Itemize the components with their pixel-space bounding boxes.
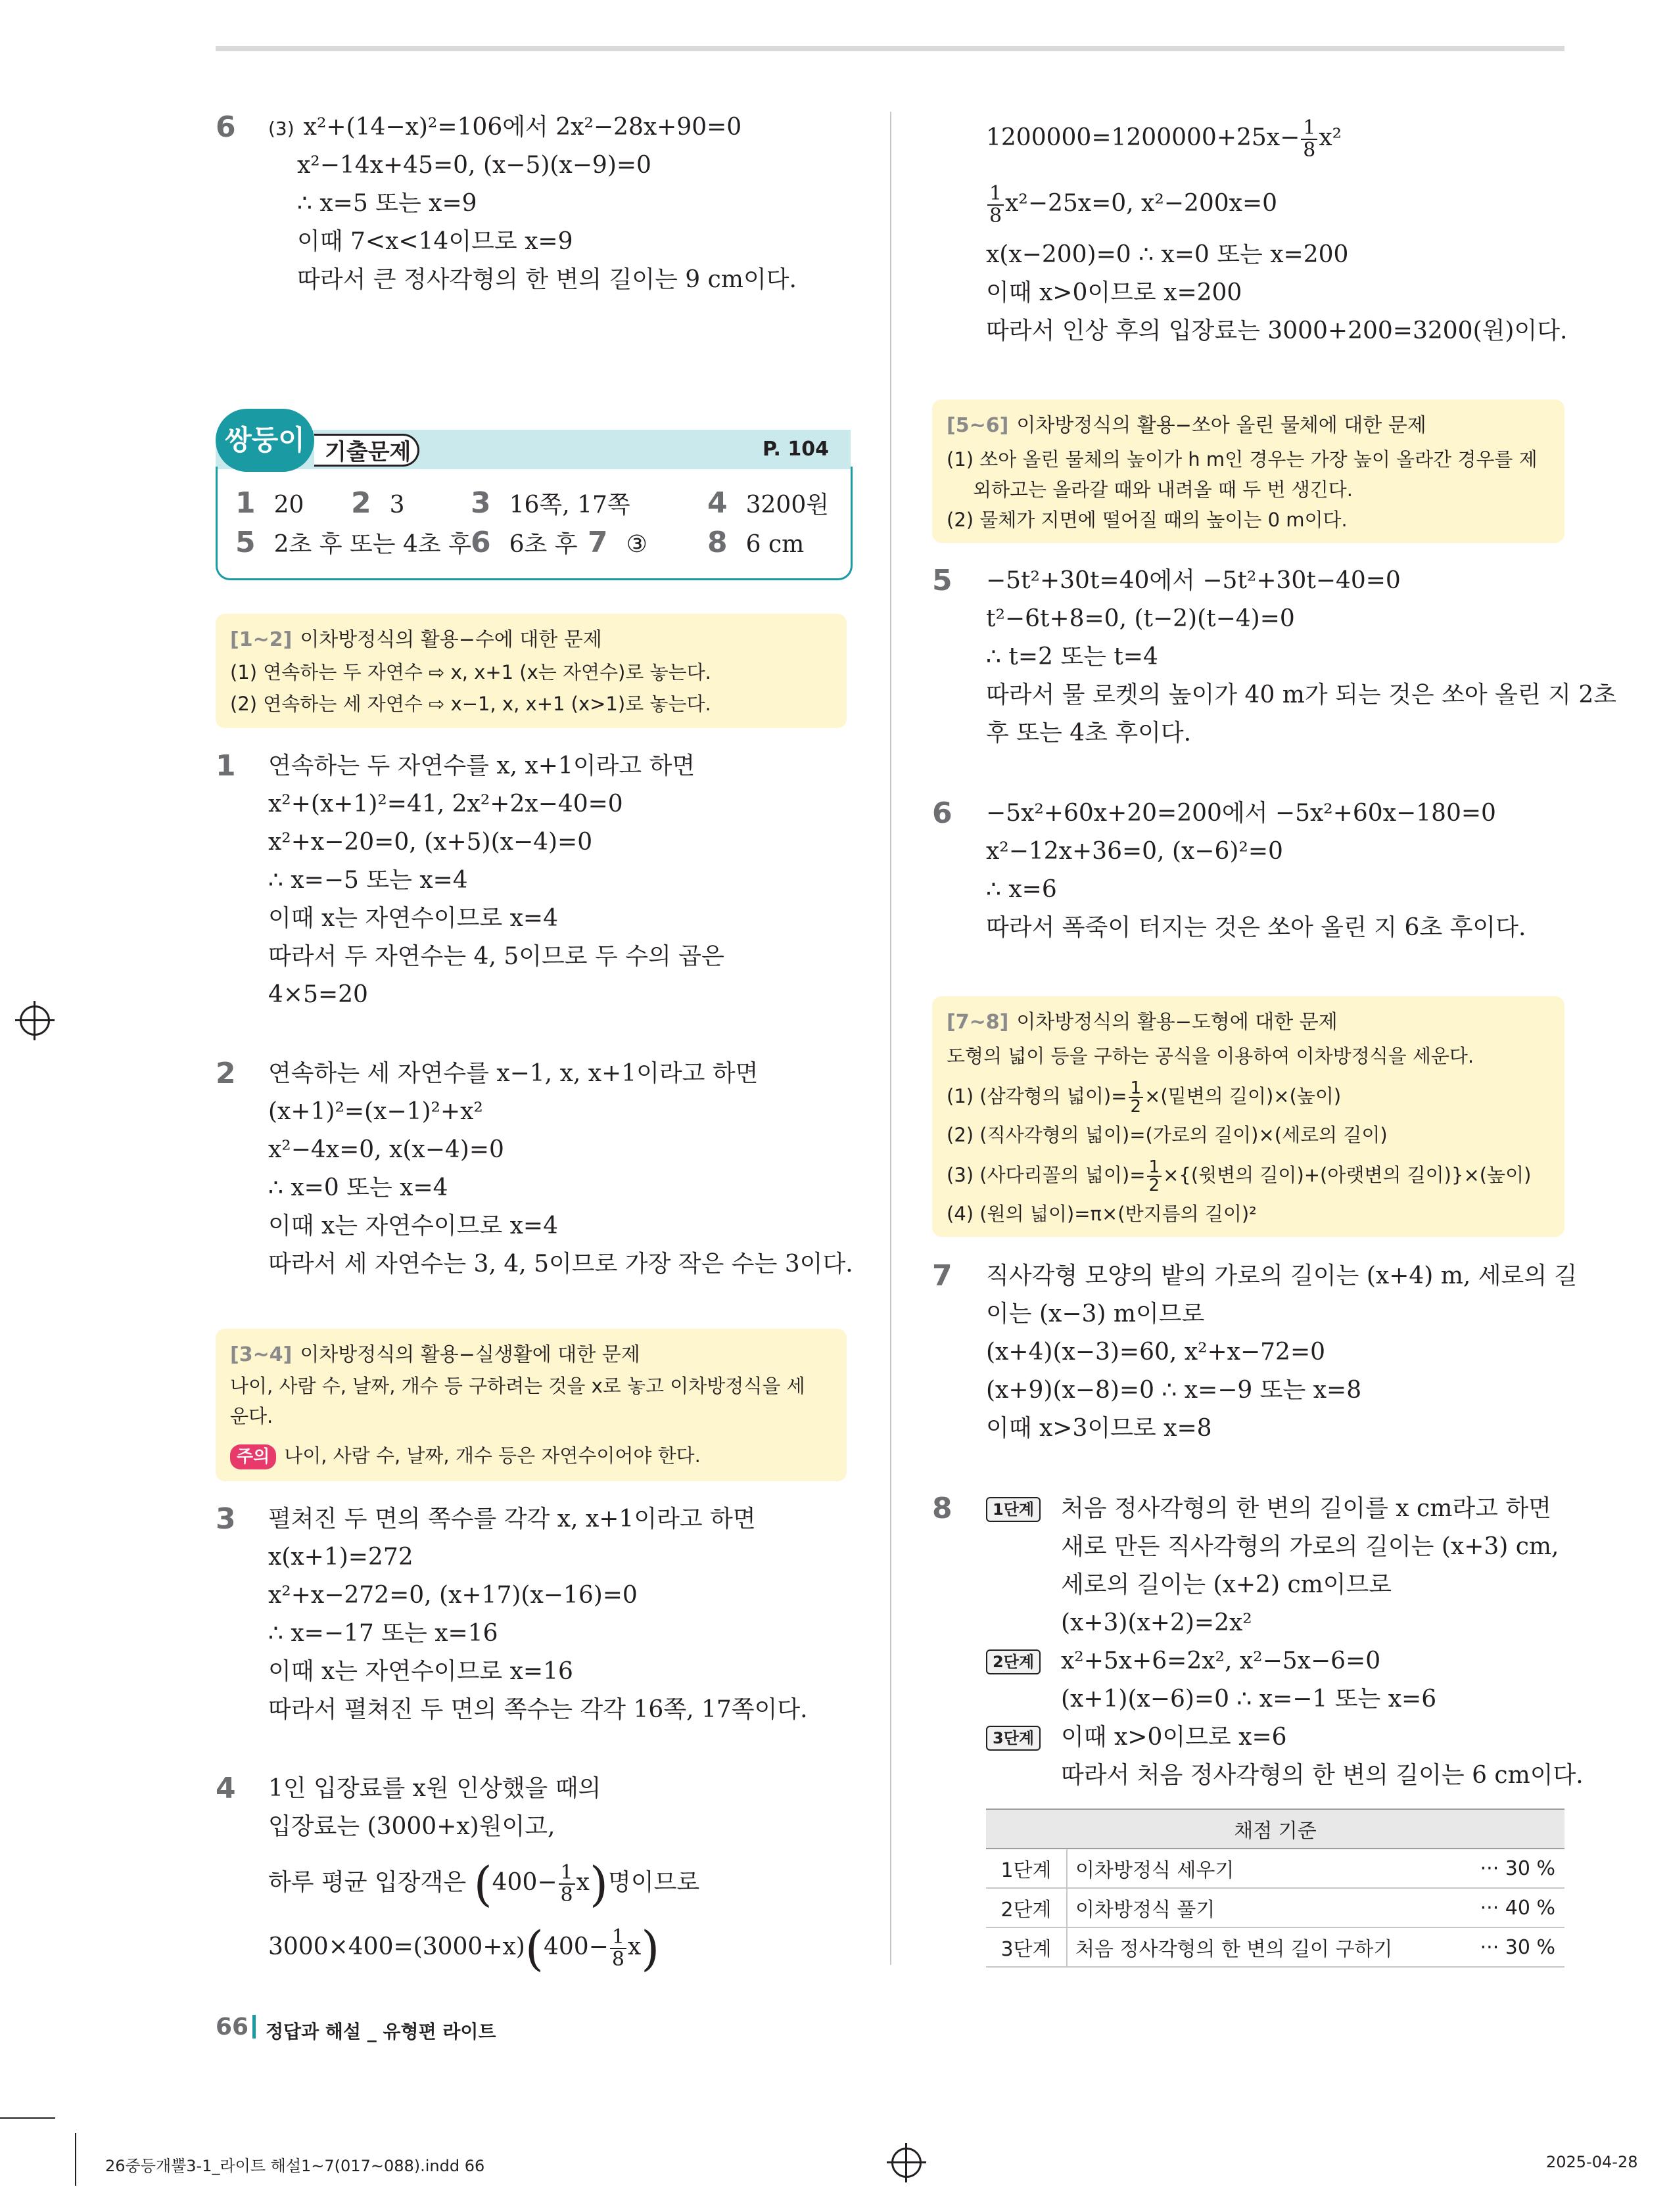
crop-mark [75,2133,76,2186]
solution-line: 3000×400=(3000+x)(400− $\frac{1}{8}$ x) [268,1921,660,1976]
solution-line: ∴ x=6 [986,876,1057,903]
solution-line: 따라서 세 자연수는 3, 4, 5이므로 가장 작은 수는 3이다. [268,1251,853,1278]
tip-title: 이차방정식의 활용−쏘아 올린 물체에 대한 문제 [1016,414,1426,437]
solution-line: 이는 (x−3) m이므로 [986,1301,1205,1327]
solution-line: 이때 x>3이므로 x=8 [986,1415,1212,1442]
sub-label: (3) [268,118,294,139]
solution-line: x(x+1)=272 [268,1544,413,1571]
solution-line: 1200000=1200000+25x− $\frac{1}{8}$ x² [986,116,1342,162]
solution-line: x²+(x+1)²=41, 2x²+2x−40=0 [268,791,623,818]
solution-line: x²+x−272=0, (x+17)(x−16)=0 [268,1582,638,1609]
solution-line: 4×5=20 [268,981,368,1008]
fraction: $\frac{1}{8}$ [610,1927,626,1970]
solution-line: x²−12x+36=0, (x−6)²=0 [986,838,1283,865]
fraction: $\frac{1}{8}$ [1301,118,1317,161]
tip-line: 나이, 사람 수, 날짜, 개수 등은 자연수이어야 한다. [284,1444,701,1467]
crop-mark [0,2117,55,2119]
solution-line: (x+9)(x−8)=0 ∴ x=−9 또는 x=8 [986,1377,1362,1404]
registration-mark-icon [891,2148,922,2178]
tip-title: 이차방정식의 활용−실생활에 대한 문제 [300,1343,640,1366]
solution-line: 이때 x>0이므로 x=200 [986,279,1242,306]
step-2-badge: 2단계 [986,1649,1041,1674]
tip-tag: [7~8] [947,1011,1009,1034]
tip-tag: [5~6] [947,414,1009,437]
problem-number: 7 [932,1259,952,1293]
footer-title: 정답과 해설 _ 유형편 라이트 [266,2021,496,2042]
solution-line: x²+5x+6=2x², x²−5x−6=0 [1061,1647,1381,1674]
fraction: $\frac{1}{8}$ [987,183,1004,227]
tip-tag: [3~4] [230,1343,293,1366]
solution-line: 펼쳐진 두 면의 쪽수를 각각 x, x+1이라고 하면 [268,1506,756,1532]
solution-line: 따라서 폭죽이 터지는 것은 쏘아 올린 지 6초 후이다. [986,914,1526,941]
solution-line: (x+4)(x−3)=60, x²+x−72=0 [986,1339,1326,1366]
answer-item: 1 20 [235,486,304,520]
solution-line: (x+1)²=(x−1)²+x² [268,1098,483,1125]
solution-line: (x+3)(x+2)=2x² [1061,1609,1252,1636]
fraction: $\frac{1}{2}$ [1147,1159,1162,1194]
solution-line: $\frac{1}{8}$ x²−25x=0, x²−200x=0 [986,177,1277,230]
answer-box-frame [216,467,853,580]
step-3-badge: 3단계 [986,1726,1041,1751]
solution-line: 따라서 처음 정사각형의 한 변의 길이는 6 cm이다. [1061,1762,1584,1789]
solution-line: 연속하는 세 자연수를 x−1, x, x+1이라고 하면 [268,1060,759,1087]
answer-item: 6 6초 후 [471,526,578,559]
solution-line: 처음 정사각형의 한 변의 길이를 x cm라고 하면 [1061,1495,1551,1522]
tip-line: (4) (원의 넓이)=π×(반지름의 길이)² [947,1203,1257,1225]
solution-line: −5x²+60x+20=200에서 −5x²+60x−180=0 [986,800,1496,827]
print-date: 2025-04-28 [1546,2153,1638,2171]
page-reference: P. 104 [763,438,829,461]
solution-line: 따라서 큰 정사각형의 한 변의 길이는 9 cm이다. [297,266,797,293]
registration-mark-icon [20,1005,50,1036]
tip-tag: [1~2] [230,628,293,651]
page-number: 66 [216,2014,249,2040]
problem-number: 2 [216,1057,236,1090]
twin-badge: 쌍둥이 [216,409,314,472]
tip-line: 외하고는 올라갈 때와 내려올 때 두 번 생긴다. [973,478,1353,501]
file-info: 26중등개뿔3-1_라이트 해설1~7(017~088).indd 66 [105,2157,485,2175]
solution-line: 하루 평균 입장객은 (400− $\frac{1}{8}$ x)명이므로 [268,1856,700,1912]
tip-line: 나이, 사람 수, 날짜, 개수 등 구하려는 것을 x로 놓고 이차방정식을 세 [230,1375,805,1397]
problem-number: 6 [932,796,952,830]
caution-badge: 주의 [230,1444,276,1469]
problem-number: 4 [216,1772,236,1805]
solution-line: 후 또는 4초 후이다. [986,720,1192,747]
solution-line: 이때 x는 자연수이므로 x=16 [268,1658,573,1685]
solution-line: 연속하는 두 자연수를 x, x+1이라고 하면 [268,752,695,779]
column-divider [890,112,891,1965]
solution-line: x²−14x+45=0, (x−5)(x−9)=0 [297,152,651,179]
solution-line: 입장료는 (3000+x)원이고, [268,1813,555,1840]
solution-line: 세로의 길이는 (x+2) cm이므로 [1061,1571,1392,1598]
solution-line: x²+x−20=0, (x+5)(x−4)=0 [268,829,593,856]
tip-line: (3) (사다리꼴의 넓이)= $\frac{1}{2}$ ×{(윗변의 길이)+(아랫변의 길이)}×(높이) [947,1157,1532,1195]
table-row: 2단계 이차방정식 풀기 ··· 40 % [986,1888,1564,1927]
step-1-badge: 1단계 [986,1497,1041,1522]
fraction: $\frac{1}{8}$ [559,1862,575,1906]
problem-number: 6 [216,110,236,144]
answer-item: 5 2초 후 또는 4초 후 [235,526,471,559]
tip-line: 도형의 넓이 등을 구하는 공식을 이용하여 이차방정식을 세운다. [947,1045,1474,1067]
solution-line: −5t²+30t=40에서 −5t²+30t−40=0 [986,567,1401,594]
solution-line: 직사각형 모양의 밭의 가로의 길이는 (x+4) m, 세로의 길 [986,1262,1578,1289]
answer-item: 8 6 cm [707,526,805,559]
table-header: 채점 기준 [986,1809,1564,1849]
solution-line: x²+(14−x)²=106에서 2x²−28x+90=0 [303,114,742,141]
solution-line: t²−6t+8=0, (t−2)(t−4)=0 [986,605,1295,632]
top-rule [216,46,1564,51]
fraction: $\frac{1}{2}$ [1129,1080,1144,1115]
problem-number: 3 [216,1502,236,1536]
table-row: 3단계 처음 정사각형의 한 변의 길이 구하기 ··· 30 % [986,1927,1564,1967]
solution-line: 이때 x는 자연수이므로 x=4 [268,905,558,932]
solution-line: ∴ x=0 또는 x=4 [268,1174,448,1201]
tip-line: (1) 연속하는 두 자연수 ⇨ x, x+1 (x는 자연수)로 놓는다. [230,661,711,683]
tip-line: (2) 연속하는 세 자연수 ⇨ x−1, x, x+1 (x>1)로 놓는다. [230,693,711,715]
tip-line: (2) 물체가 지면에 떨어질 때의 높이는 0 m이다. [947,509,1348,531]
solution-line: ∴ x=−5 또는 x=4 [268,867,468,894]
solution-line: 이때 7<x<14이므로 x=9 [297,228,573,255]
solution-line: x(x−200)=0 ∴ x=0 또는 x=200 [986,241,1349,268]
problem-number: 8 [932,1492,952,1525]
solution-line: x²−4x=0, x(x−4)=0 [268,1136,504,1163]
scoring-criteria-table [986,1809,1564,1968]
solution-line: (x+1)(x−6)=0 ∴ x=−1 또는 x=6 [1061,1686,1437,1713]
answer-item: 4 3200원 [707,486,830,520]
solution-line: ∴ t=2 또는 t=4 [986,643,1158,670]
tip-line: (1) 쏘아 올린 물체의 높이가 h m인 경우는 가장 높이 올라간 경우를 제 [947,448,1538,471]
solution-line: 이때 x>0이므로 x=6 [1061,1724,1287,1751]
solution-line: ∴ x=−17 또는 x=16 [268,1620,498,1647]
answer-item: 3 16쪽, 17쪽 [471,486,630,520]
problem-number: 5 [932,564,952,597]
tip-line: 운다. [230,1405,273,1427]
solution-line: 1인 입장료를 x원 인상했을 때의 [268,1775,601,1802]
tip-line: (2) (직사각형의 넓이)=(가로의 길이)×(세로의 길이) [947,1124,1388,1146]
solution-line: 따라서 두 자연수는 4, 5이므로 두 수의 곱은 [268,943,724,970]
tip-title: 이차방정식의 활용−수에 대한 문제 [300,628,602,651]
solution-line: 따라서 인상 후의 입장료는 3000+200=3200(원)이다. [986,317,1568,344]
answer-box-title: 기출문제 [314,434,419,467]
footer-divider [252,2015,256,2039]
answer-item: 2 3 [351,486,405,520]
answer-item: 7 ③ [588,526,647,559]
solution-line: 따라서 펼쳐진 두 면의 쪽수는 각각 16쪽, 17쪽이다. [268,1696,808,1723]
solution-line: 이때 x는 자연수이므로 x=4 [268,1212,558,1239]
solution-line: 따라서 물 로켓의 높이가 40 m가 되는 것은 쏘아 올린 지 2초 [986,681,1617,708]
problem-number: 1 [216,749,236,783]
tip-line: (1) (삼각형의 넓이)= $\frac{1}{2}$ ×(밑변의 길이)×(높이) [947,1078,1342,1117]
solution-line: 새로 만든 직사각형의 가로의 길이는 (x+3) cm, [1061,1533,1559,1560]
tip-title: 이차방정식의 활용−도형에 대한 문제 [1016,1011,1338,1034]
table-row: 1단계 이차방정식 세우기 ··· 30 % [986,1849,1564,1888]
solution-line: ∴ x=5 또는 x=9 [297,190,477,217]
